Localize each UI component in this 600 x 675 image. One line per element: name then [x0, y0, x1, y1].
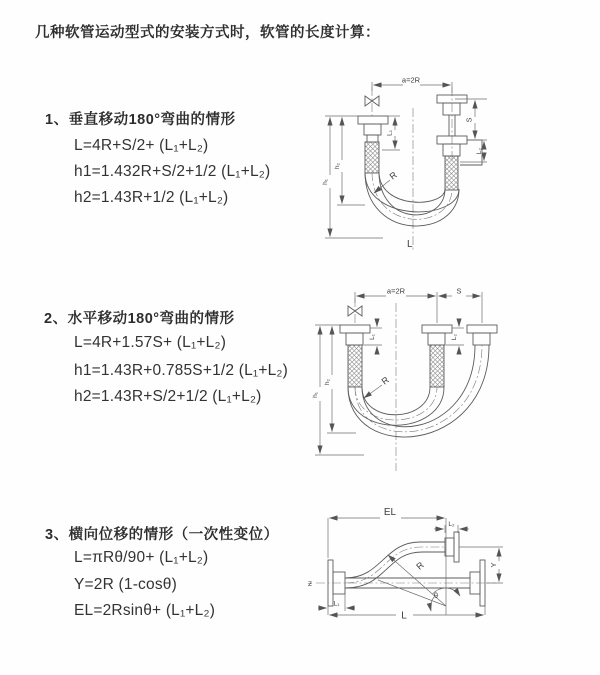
dim-h1-h2 [312, 325, 364, 455]
hose-s-curve [345, 542, 445, 588]
angle-theta [431, 588, 460, 611]
section2-formula-L: L=4R+1.57S+ (L₁+L₂) [74, 334, 227, 351]
section2-formula-h2: h2=1.43R+S/2+1/2 (L₁+L₂) [74, 388, 262, 405]
dim-l1 [318, 594, 355, 611]
length-label: L [401, 610, 407, 622]
dim-label-l2: L₂ [451, 333, 458, 341]
left-pipe-fitting [340, 325, 370, 387]
dim-label-l2: L₂ [476, 147, 483, 155]
section3-heading: 3、横向位移的情形（一次性变位） [45, 527, 279, 543]
radius-label: R [414, 559, 426, 572]
length-label: L [407, 239, 413, 250]
diagram-vertical-u-bend [303, 70, 573, 255]
upper-flange [445, 532, 459, 562]
section1-heading: 1、垂直移动180°弯曲的情形 [45, 112, 236, 128]
section1-formula-h2: h2=1.43R+1/2 (L₁+L₂) [74, 189, 229, 206]
theta-label: θ [433, 591, 439, 600]
dim-label-l1: L₁ [333, 600, 340, 608]
dim-label-l2: L₂ [448, 521, 455, 528]
displaced-pipe-fitting [467, 325, 497, 345]
dim-label-h1: h₁ [322, 179, 329, 185]
section3-formula-EL: EL=2Rsinθ+ (L₁+L₂) [74, 602, 216, 619]
dim-l1 [382, 116, 400, 150]
section2-formula-h1: h1=1.43R+0.785S+1/2 (L₁+L₂) [74, 362, 288, 379]
radius-label: R [387, 169, 399, 182]
dim-label-l1: L₁ [386, 130, 394, 136]
dim-l2 [446, 319, 464, 354]
dim-label-s: S [456, 286, 462, 296]
radius-callout [364, 374, 391, 398]
dim-h1-h2 [322, 116, 383, 238]
left-pipe-fitting [358, 116, 388, 173]
centerline-z-mark: Ƶ [308, 581, 312, 588]
diagram-horizontal-u-bend [298, 281, 595, 476]
middle-pipe-fitting [422, 325, 452, 387]
dim-label-el: EL [383, 507, 397, 518]
radius-label: R [379, 374, 391, 387]
dim-label-h2: h₂ [334, 162, 341, 170]
dim-label-a2r: a=2R [386, 286, 406, 296]
dim-label-a2r: a=2R [401, 75, 421, 85]
dim-a2r [355, 287, 482, 324]
section1-formula-h1: h1=1.432R+S/2+1/2 (L₁+L₂) [74, 163, 271, 180]
section1-formula-L: L=4R+S/2+ (L₁+L₂) [74, 137, 209, 154]
page-title: 几种软管运动型式的安装方式时，软管的长度计算： [35, 25, 380, 41]
section2-heading: 2、水平移动180°弯曲的情形 [44, 311, 235, 327]
dim-a2r [372, 76, 452, 94]
hose-u-bend [348, 345, 489, 437]
dim-l2 [434, 521, 469, 533]
dim-label-s: S [464, 117, 474, 123]
section3-formula-L: L=πRθ/90+ (L₁+L₂) [74, 549, 209, 566]
dim-label-y: Y [489, 562, 498, 568]
dim-el [328, 507, 446, 615]
dim-label-h1: h₁ [312, 392, 319, 398]
dim-label-l1: L₁ [369, 334, 376, 340]
dim-l1 [364, 319, 382, 354]
dim-label-h2: h₂ [324, 378, 331, 386]
section3-formula-Y: Y=2R (1-cosθ) [74, 576, 177, 593]
diagram-lateral-displacement [300, 498, 600, 660]
